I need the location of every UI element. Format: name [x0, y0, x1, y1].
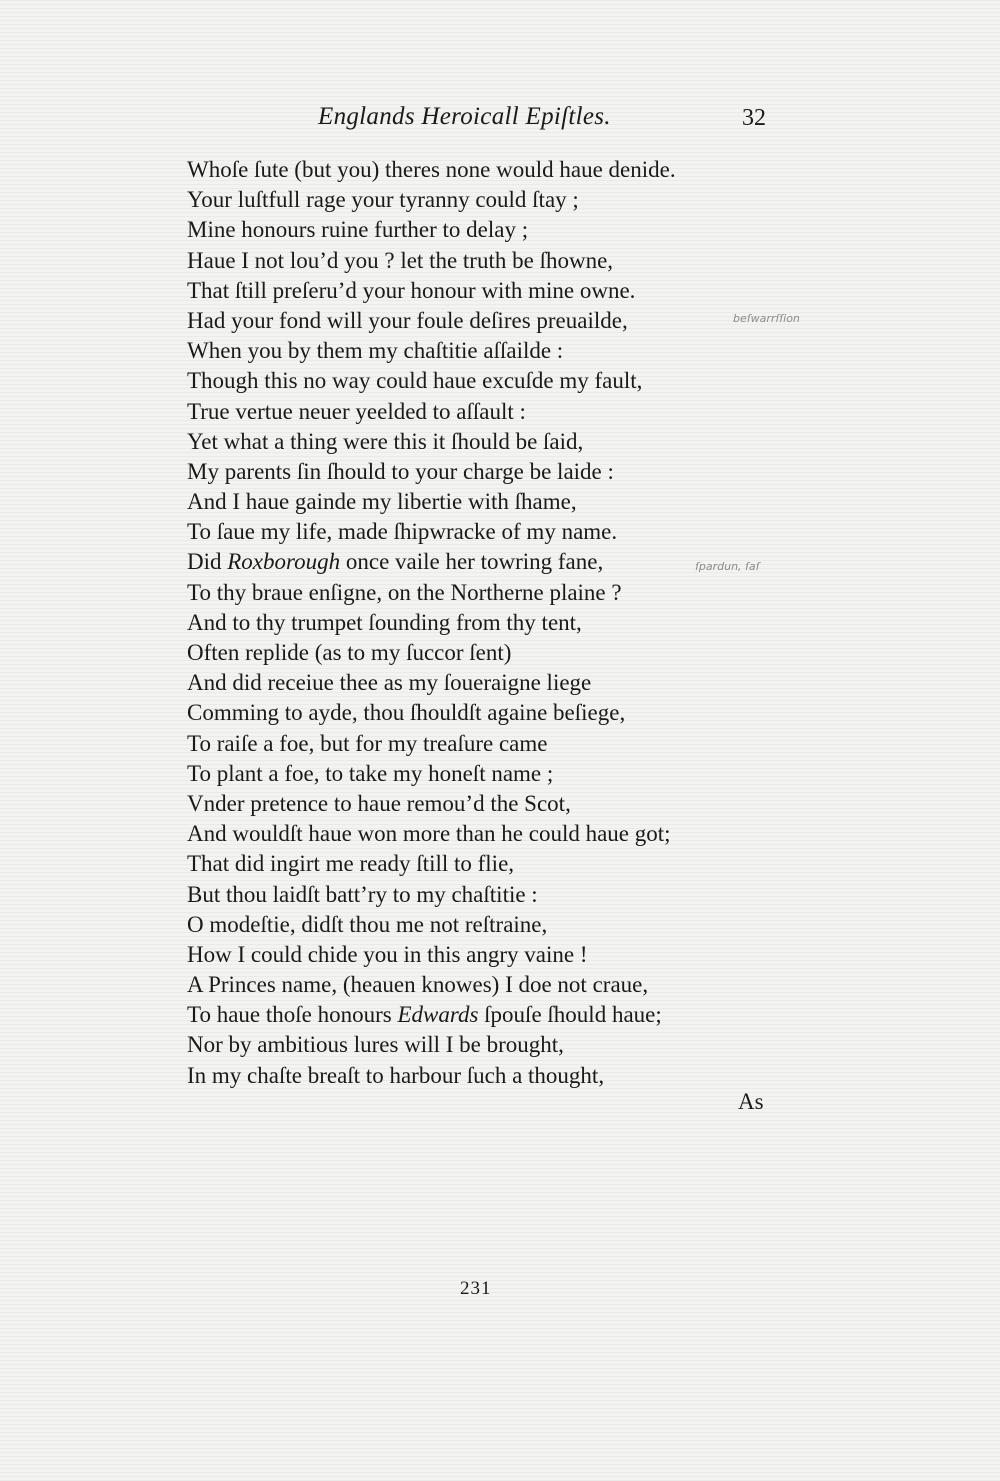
verse-line: In my chaſte breaſt to harbour ſuch a thought, [187, 1062, 605, 1088]
verse-line: And to thy trumpet ſounding from thy tent, [187, 609, 582, 635]
italic-name: Roxborough [227, 549, 341, 575]
verse-line: Yet what a thing were this it ſhould be ſaid, [187, 428, 584, 454]
verse-line: And did receiue thee as my ſoueraigne liege [187, 670, 592, 696]
page-number: 32 [742, 105, 766, 131]
verse-line: To raiſe a foe, but for my treaſure came [187, 730, 548, 756]
verse-line: Mine honours ruine further to delay ; [187, 217, 529, 243]
verse-line: Whoſe ſute (but you) theres none would haue denide. [187, 157, 676, 182]
verse-line: Vnder pretence to haue remou’d the Scot, [187, 790, 571, 816]
verse-line: Haue I not lou’d you ? let the truth be ſhowne, [187, 247, 614, 273]
italic-name: Edwards [397, 1002, 479, 1028]
handwritten-annotation: ſpardun, ſaſ [695, 560, 760, 573]
verse-line: When you by them my chaſtitie aſſailde : [187, 338, 564, 364]
verse-line: To haue thoſe honours Edwards ſpouſe ſhould haue; [187, 1002, 662, 1028]
verse-line: Your luſtfull rage your tyranny could ſtay ; [187, 187, 579, 213]
folio-number: 231 [460, 1278, 492, 1299]
verse-line: A Princes name, (heauen knowes) I doe not craue, [187, 972, 649, 998]
verse-line: True vertue neuer yeelded to aſſault : [187, 398, 526, 424]
verse-line: How I could chide you in this angry vaine ! [187, 941, 588, 967]
verse-block [187, 155, 787, 1091]
verse-line: And I haue gainde my libertie with ſhame, [187, 489, 577, 515]
verse-line: Had your fond will your foule deſires preuailde, [187, 307, 628, 333]
verse-line: Nor by ambitious lures will I be brought, [187, 1032, 564, 1058]
verse-line: That did ingirt me ready ſtill to flie, [187, 851, 515, 877]
verse-line: That ſtill preſeru’d your honour with mine owne. [187, 277, 636, 303]
catchword: As [738, 1089, 764, 1114]
handwritten-annotation: beſwarrſſion [733, 312, 800, 325]
verse-line: O modeſtie, didſt thou me not reſtraine, [187, 911, 548, 937]
verse-line: And wouldſt haue won more than he could haue got; [187, 821, 671, 847]
verse-line: Though this no way could haue excuſde my fault, [187, 368, 643, 394]
verse-line: Often replide (as to my ſuccor ſent) [187, 640, 512, 665]
verse-line: Comming to ayde, thou ſhouldſt againe beſiege, [187, 700, 626, 726]
running-title: Englands Heroicall Epiſtles. [318, 103, 611, 130]
verse-line: To plant a foe, to take my honeſt name ; [187, 760, 554, 786]
verse-line: To thy braue enſigne, on the Northerne plaine ? [187, 579, 622, 605]
verse-line: My parents ſin ſhould to your charge be laide : [187, 458, 614, 484]
verse-line: But thou laidſt batt’ry to my chaſtitie : [187, 881, 538, 907]
verse-line: Did Roxborough once vaile her towring fane, [187, 549, 604, 575]
verse-line: To ſaue my life, made ſhipwracke of my name. [187, 519, 618, 545]
